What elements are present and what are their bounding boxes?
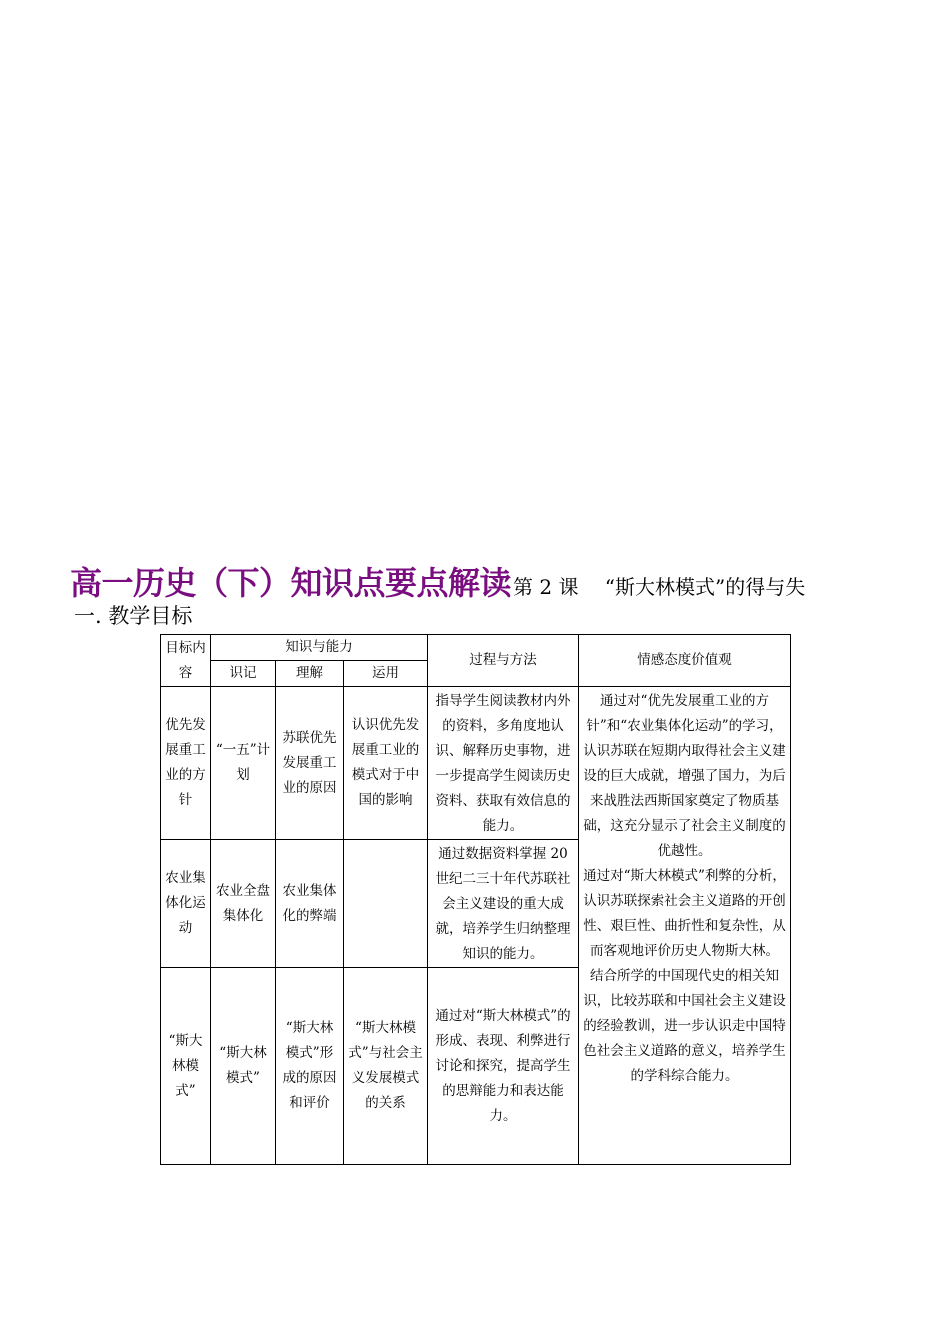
teaching-goals-table [160,634,791,1165]
row2-content: 农业集体化运动 [161,840,211,968]
header-row-1 [161,635,791,661]
section-heading: 一. 教学目标 [74,604,193,628]
header-emotion-values: 情感态度价值观 [579,635,791,687]
row2-understand: 农业集体化的弊端 [276,840,344,968]
header-apply: 运用 [344,661,428,687]
document-title [70,558,930,604]
row3-apply: “斯大林模式”与社会主义发展模式的关系 [344,968,428,1165]
row1-apply: 认识优先发展重工业的模式对于中国的影响 [344,687,428,840]
header-goal-content: 目标内容 [161,635,211,687]
header-knowledge-ability: 知识与能力 [211,635,428,661]
row1-content: 优先发展重工业的方针 [161,687,211,840]
row2-process: 通过数据资料掌握 20 世纪二三十年代苏联社会主义建设的重大成就，培养学生归纳整理知识的能力。 [428,840,579,968]
header-recall: 识记 [211,661,276,687]
row3-understand: “斯大林模式”形成的原因和评价 [276,968,344,1165]
title-main: 高一历史（下）知识点要点解读 [70,564,512,602]
table-row [161,687,791,840]
emotion-paragraph-3: 结合所学的中国现代史的相关知识，比较苏联和中国社会主义建设的经验教训，进一步认识走中国特色社会主义道路的意义，培养学生的学科综合能力。 [583,968,786,1084]
emotion-values-cell [579,687,791,1165]
row2-apply [344,840,428,968]
row1-recall: “一五”计划 [211,687,276,840]
emotion-paragraph-2: 通过对“斯大林模式”利弊的分析，认识苏联探索社会主义道路的开创性、艰巨性、曲折性和复杂性，从而客观地评价历史人物斯大林。 [583,868,786,959]
header-process-method: 过程与方法 [428,635,579,687]
header-understand: 理解 [276,661,344,687]
emotion-paragraph-1: 通过对“优先发展重工业的方针”和“农业集体化运动”的学习，认识苏联在短期内取得社会主义建设的巨大成就，增强了国力，为后来战胜法西斯国家奠定了物质基础，这充分显示了社会主义制度的优越性。 [583,693,786,859]
lesson-title: 第 2 课 “斯大林模式”的得与失 [513,575,806,599]
row2-recall: 农业全盘集体化 [211,840,276,968]
row3-recall: “斯大林模式” [211,968,276,1165]
row1-understand: 苏联优先发展重工业的原因 [276,687,344,840]
row3-content: “斯大林模式” [161,968,211,1165]
row1-process: 指导学生阅读教材内外的资料，多角度地认识、解释历史事物，进一步提高学生阅读历史资料、获取有效信息的能力。 [428,687,579,840]
row3-process: 通过对“斯大林模式”的形成、表现、利弊进行讨论和探究，提高学生的思辩能力和表达能力。 [428,968,579,1165]
